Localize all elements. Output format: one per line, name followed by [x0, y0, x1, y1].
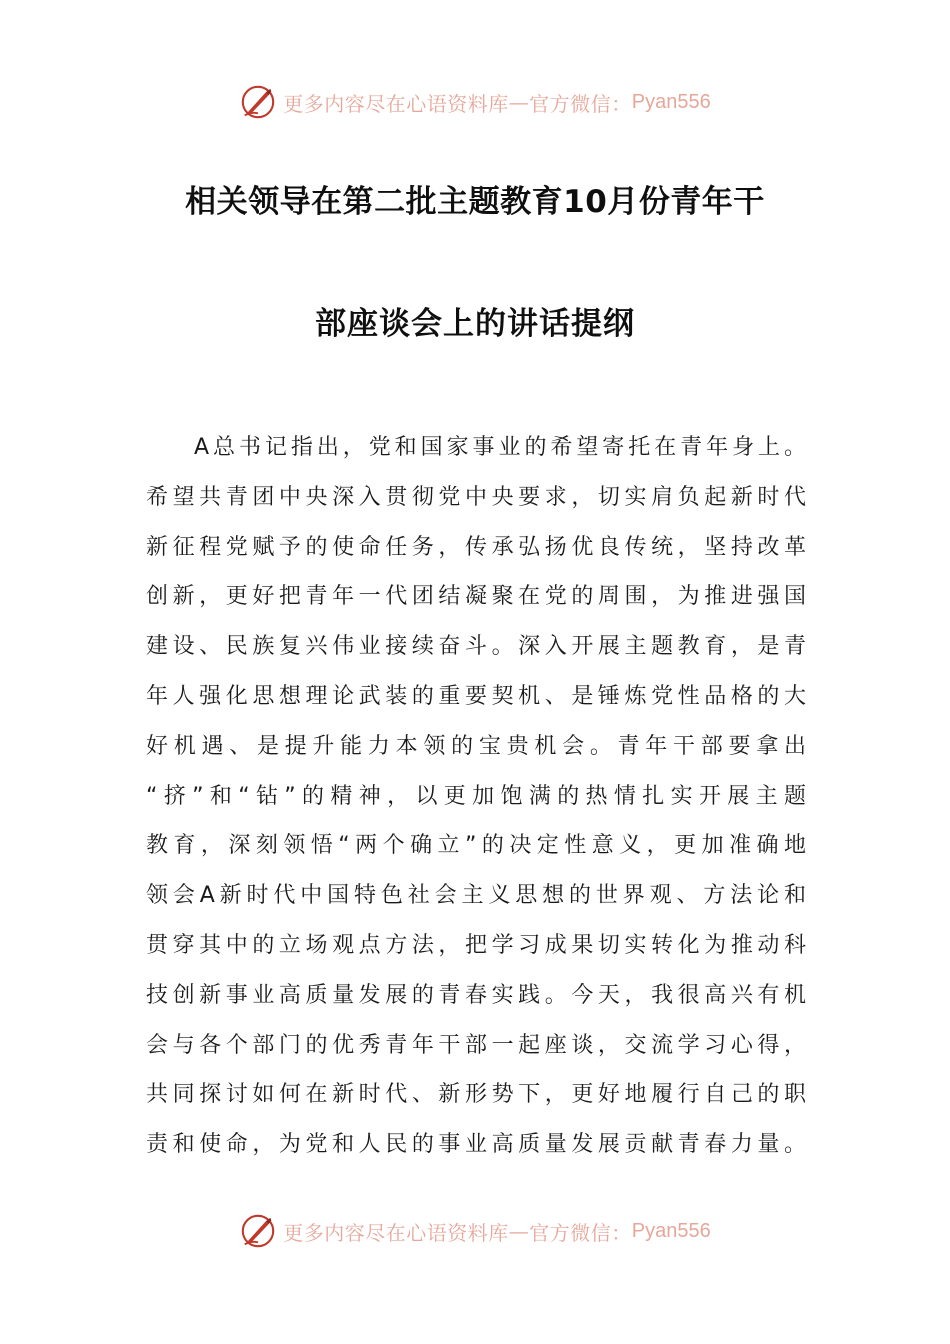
paragraph-line: 领会A新时代中国特色社会主义思想的世界观、方法论和: [146, 883, 806, 909]
paragraph-line: 创新，更好把青年一代团结凝聚在党的周围，为推进强国: [146, 584, 806, 610]
footer-watermark: [0, 1211, 950, 1251]
header-watermark: [0, 82, 950, 122]
paragraph-line: 教育，深刻领悟“两个确立”的决定性意义，更加准确地: [146, 833, 806, 859]
paragraph-line: 共同探讨如何在新时代、新形势下，更好地履行自己的职: [146, 1082, 806, 1108]
watermark-separator: —: [508, 1219, 530, 1243]
quill-pen-logo-icon: [239, 1212, 277, 1250]
watermark-label: 官方微信：: [529, 91, 632, 116]
paragraph-line: 好机遇、是提升能力本领的宝贵机会。青年干部要拿出: [146, 733, 806, 759]
watermark-slogan: 更多内容尽在心语资料库: [283, 91, 509, 116]
paragraph-line: 年人强化思想理论武装的重要契机、是锤炼党性品格的大: [146, 683, 806, 709]
document-title-line-1: 相关领导在第二批主题教育10月份青年干: [185, 184, 765, 220]
paragraph-line: 技创新事业高质量发展的青春实践。今天，我很高兴有机: [146, 982, 806, 1008]
watermark-slogan: 更多内容尽在心语资料库: [283, 1220, 509, 1245]
quill-pen-logo-icon: [239, 83, 277, 121]
paragraph-line: 希望共青团中央深入贯彻党中央要求，切实肩负起新时代: [146, 484, 806, 510]
watermark-label: 官方微信：: [529, 1220, 632, 1245]
paragraph-line: 责和使命，为党和人民的事业高质量发展贡献青春力量。: [146, 1132, 806, 1158]
watermark-separator: —: [508, 90, 530, 114]
paragraph-line: “挤”和“钻”的精神，以更加饱满的热情扎实开展主题: [146, 783, 806, 809]
paragraph-line: 建设、民族复兴伟业接续奋斗。深入开展主题教育，是青: [146, 634, 806, 660]
document-title-line-2: 部座谈会上的讲话提纲: [315, 306, 635, 342]
paragraph-line: 贯穿其中的立场观点方法，把学习成果切实转化为推动科: [146, 932, 806, 958]
paragraph-line: 新征程党赋予的使命任务，传承弘扬优良传统，坚持改革: [146, 534, 806, 560]
watermark-wechat-id: Pyan556: [631, 90, 711, 113]
paragraph-line: 会与各个部门的优秀青年干部一起座谈，交流学习心得，: [146, 1032, 806, 1058]
paragraph-line: A总书记指出，党和国家事业的希望寄托在青年身上。: [194, 435, 806, 460]
body-paragraph: [146, 430, 806, 1177]
watermark-wechat-id: Pyan556: [631, 1219, 711, 1242]
